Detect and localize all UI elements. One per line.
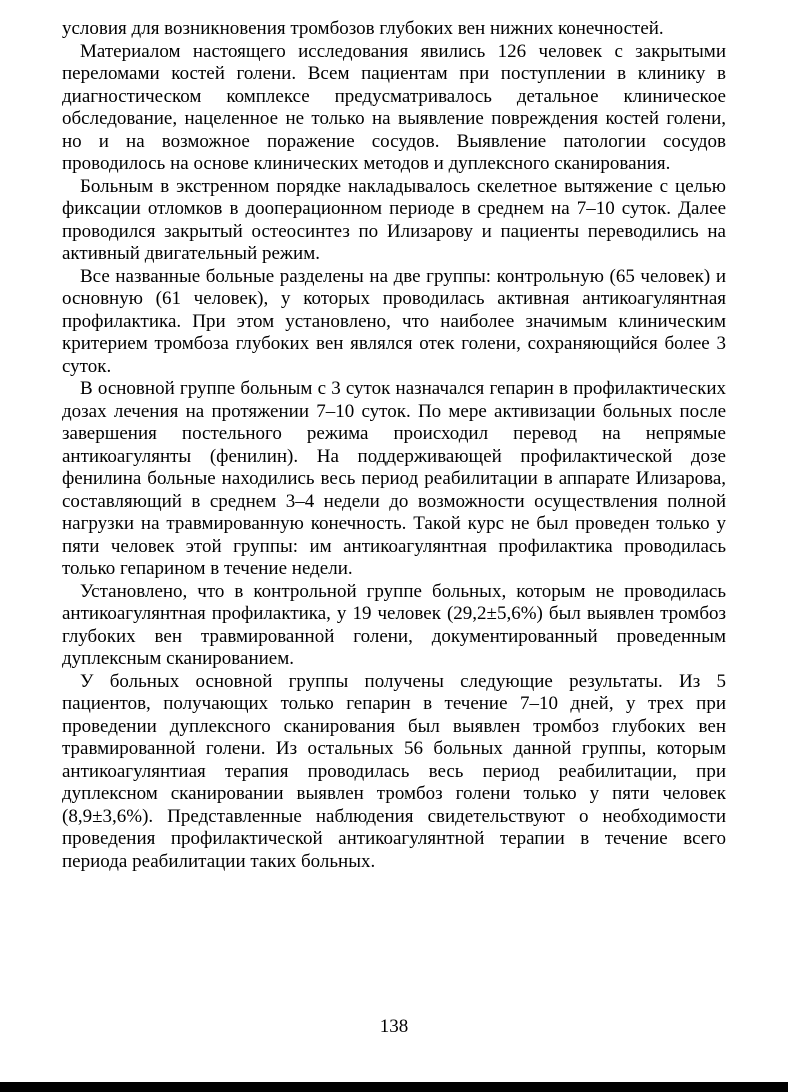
paragraph-5: В основной группе больным с 3 суток назначался гепарин в профилактических дозах лечения на протяжении 7–10 суток. По мере активизации больных после завершения постельного режима происходил перевод на непрямые антикоагулянты (фенилин). На поддерживающей профилактической дозе фенилина больные находились весь период реабилитации в аппарате Илизарова, составляющий в среднем 3–4 недели до возможности осуществления полной нагрузки на травмированную конечность. Такой курс не был проведен только у пяти человек этой группы: им антикоагулянтная профилактика проводилась только гепарином в течение недели.: [62, 378, 726, 579]
page-number: 138: [379, 1016, 409, 1037]
scan-bottom-edge: [0, 1082, 788, 1092]
paragraph-4: Все названные больные разделены на две группы: контрольную (65 человек) и основную (61 человек), у которых проводилась активная антикоагулянтная профилактика. При этом установлено, что наиболее значимым клиническим критерием тромбоза глубоких вен являлся отек голени, сохраняющийся более 3 суток.: [62, 265, 726, 377]
paragraph-3: Больным в экстренном порядке накладывалось скелетное вытяжение с целью фиксации отломков в дооперационном периоде в среднем на 7–10 суток. Далее проводился закрытый остеосинтез по Илизарову и пациенты переводились на активный двигательный режим.: [62, 175, 726, 264]
paragraph-7: У больных основной группы получены следующие результаты. Из 5 пациентов, получающих только гепарин в течение 7–10 дней, у трех при проведении дуплексного сканирования был выявлен тромбоз глубоких вен травмированной голени. Из остальных 56 больных данной группы, которым антикоагулянтиая терапия проводилась весь период реабилитации, при дуплексном сканировании выявлен тромбоз голени только у пяти человек (8,9±3,6%). Представленные наблюдения свидетельствуют о необходимости проведения профилактической антикоагулянтной терапии в течение всего периода реабилитации таких больных.: [62, 670, 726, 872]
paragraph-2: Материалом настоящего исследования явились 126 человек с закрытыми переломами костей голени. Всем пациентам при поступлении в клинику в диагностическом комплексе предусматривалось детальное клиническое обследование, нацеленное не только на выявление повреждения костей голени, но и на возможное поражение сосудов. Выявление патологии сосудов проводилось на основе клинических методов и дуплексного сканирования.: [62, 40, 726, 174]
paragraph-1: условия для возникновения тромбозов глубоких вен нижних конечностей.: [62, 18, 664, 39]
paragraph-6: Установлено, что в контрольной группе больных, которым не проводилась антикоагулянтная профилактика, у 19 человек (29,2±5,6%) был выявлен тромбоз глубоких вен травмированной голени, документированный проведенным дуплексным сканированием.: [62, 580, 726, 669]
page-body: [62, 18, 726, 873]
